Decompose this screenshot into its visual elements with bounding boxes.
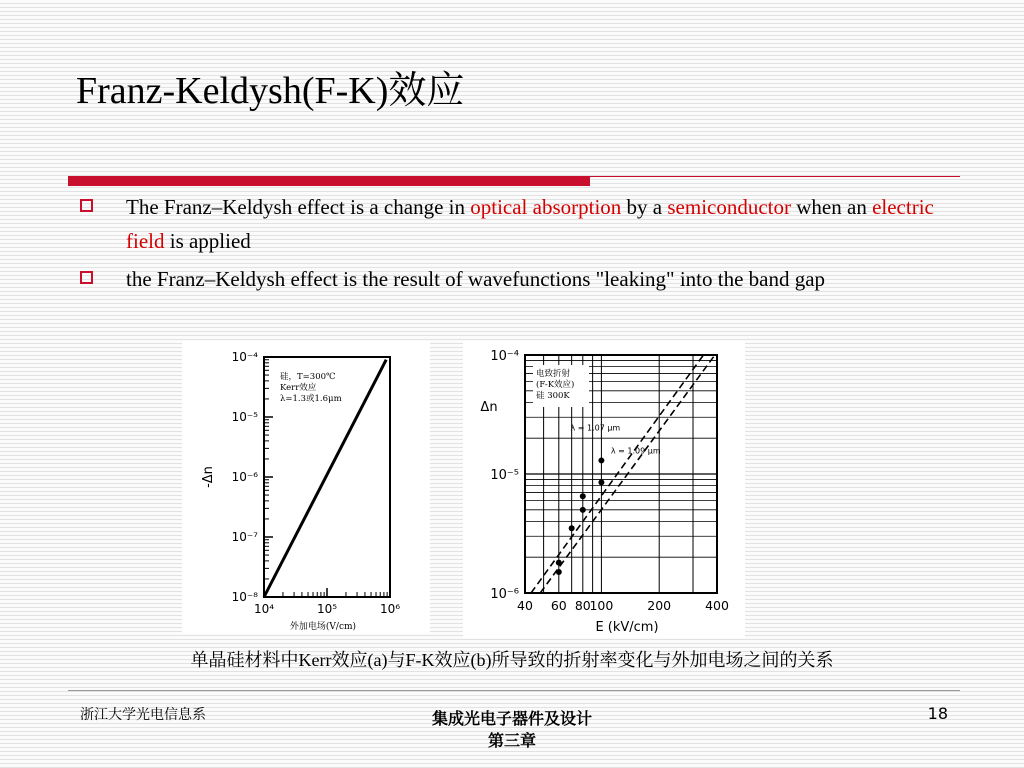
y-tick-label: 10⁻⁶ — [231, 470, 258, 484]
chart-annotation: Kerr效应 — [280, 383, 317, 393]
y-axis-label: Δn — [480, 399, 498, 415]
bullet-text: by a — [621, 195, 668, 219]
footer-course-title — [392, 708, 632, 752]
y-tick-label: 10⁻⁶ — [490, 587, 519, 602]
chart-annotation: 电致折射 — [536, 369, 571, 379]
x-tick-label: 10⁶ — [379, 602, 401, 616]
x-tick-label: 60 — [550, 598, 567, 613]
x-tick-label: 400 — [705, 598, 729, 613]
y-tick-label: 10⁻⁴ — [490, 349, 519, 364]
chart-annotation: 硅 300K — [536, 391, 570, 401]
data-point — [580, 507, 586, 513]
highlighted-term: electric field — [126, 195, 934, 253]
bullet-square-icon — [80, 199, 93, 212]
x-axis-label: E (kV/cm) — [595, 620, 659, 635]
fk-effect-chart — [463, 341, 745, 638]
footer-department: 浙江大学光电信息系 — [80, 707, 206, 723]
y-tick-label: 10⁻⁴ — [231, 350, 258, 364]
y-tick-label: 10⁻⁷ — [231, 530, 258, 544]
y-tick-label: 10⁻⁸ — [231, 590, 258, 604]
data-point — [598, 479, 604, 485]
x-tick-label: 200 — [647, 598, 672, 613]
data-point — [598, 457, 604, 463]
figure-caption: 单晶硅材料中Kerr效应(a)与F-K效应(b)所导致的折射率变化与外加电场之间的关系 — [190, 650, 834, 670]
series-label: λ = 1.07 μm — [570, 423, 621, 433]
data-point — [556, 560, 562, 566]
kerr-effect-figure — [182, 341, 430, 633]
fk-effect-figure — [463, 341, 745, 638]
chart-annotation: λ=1.3或1.6μm — [280, 394, 342, 404]
slide-title: Franz-Keldysh(F-K)效应 — [76, 70, 465, 112]
data-point — [569, 525, 575, 531]
bullet-list — [76, 190, 956, 300]
x-tick-label: 10⁴ — [253, 602, 275, 616]
title-accent-bar — [68, 177, 590, 186]
bullet-text: is applied — [164, 229, 251, 253]
y-tick-label: 10⁻⁵ — [231, 410, 258, 424]
data-point — [580, 493, 586, 499]
series-label: λ = 1.09 μm — [610, 446, 661, 456]
x-axis-label: 外加电场(V/cm) — [289, 622, 357, 632]
x-tick-label: 80 — [574, 598, 591, 613]
y-axis-label: -Δn — [201, 466, 216, 488]
highlighted-term: optical absorption — [470, 195, 622, 219]
chart-annotation: 硅，T=300℃ — [280, 372, 336, 382]
footer-chapter: 第三章 — [487, 731, 536, 750]
footer-course-name: 集成光电子器件及设计 — [431, 709, 592, 728]
highlighted-term: semiconductor — [667, 195, 792, 219]
bullet-item — [76, 190, 956, 258]
footer-divider-line — [68, 690, 960, 691]
bullet-square-icon — [80, 271, 93, 284]
x-tick-label: 100 — [589, 598, 614, 613]
bullet-text: The Franz–Keldysh effect is a change in — [126, 195, 471, 219]
bullet-text: the Franz–Keldysh effect is the result of wavefunctions "leaking" into the band gap — [126, 267, 826, 291]
chart-annotation: (F-K效应) — [536, 380, 575, 390]
kerr-effect-chart — [182, 341, 430, 633]
x-tick-label: 10⁵ — [316, 602, 338, 616]
x-tick-label: 40 — [517, 598, 533, 613]
y-tick-label: 10⁻⁵ — [490, 468, 519, 483]
bullet-text: when an — [791, 195, 873, 219]
bullet-item — [76, 262, 956, 296]
page-number: 18 — [927, 704, 948, 723]
